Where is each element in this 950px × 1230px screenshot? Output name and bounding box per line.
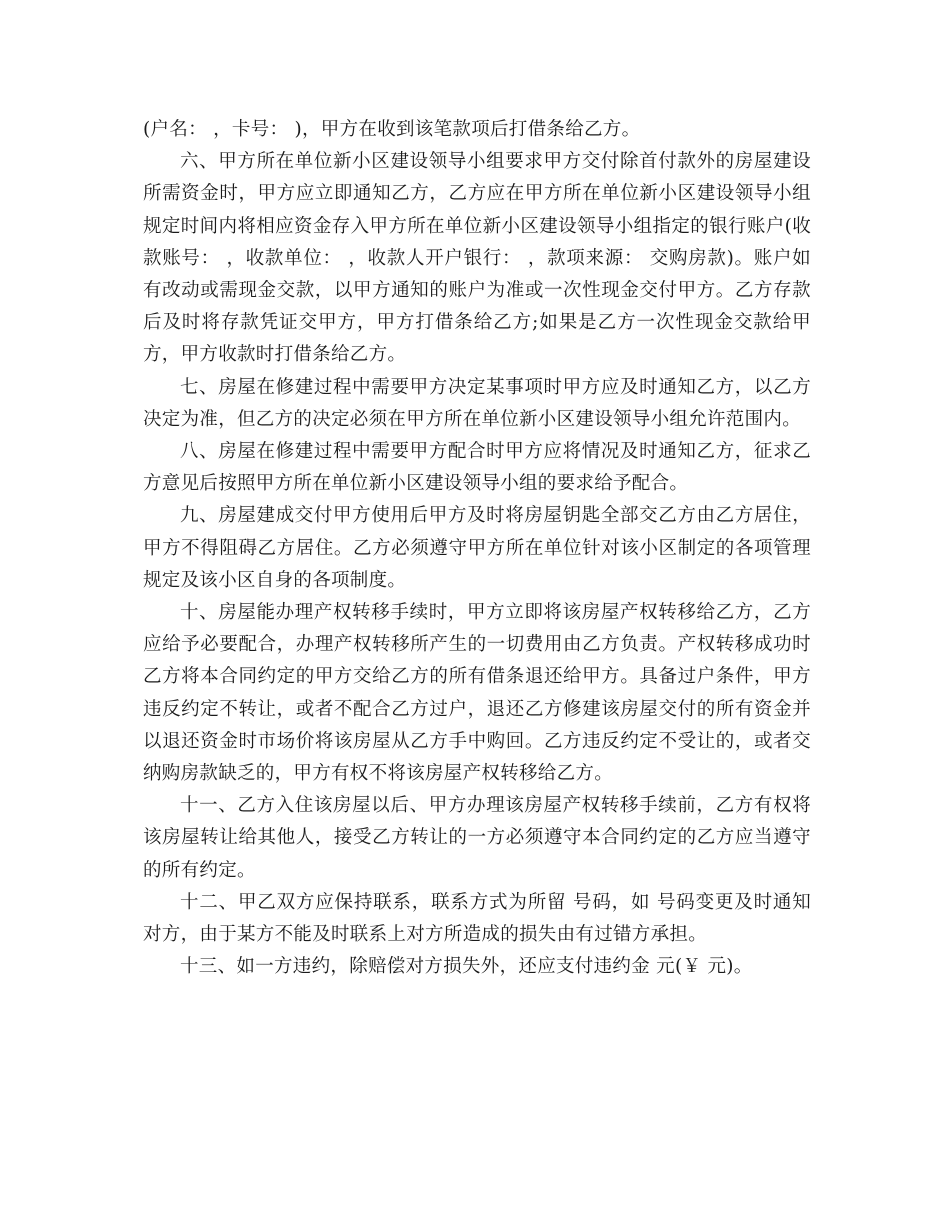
paragraph-clause-8: 八、房屋在修建过程中需要甲方配合时甲方应将情况及时通知乙方，征求乙方意见后按照甲方所在单位新小区建设领导小组的要求给予配合。 (143, 441, 811, 495)
paragraph-clause-13: 十三、如一方违约，除赔偿对方损失外，还应支付违约金 元(￥ 元)。 (180, 956, 753, 978)
paragraph-clause-7: 七、房屋在修建过程中需要甲方决定某事项时甲方应及时通知乙方，以乙方决定为准，但乙方的决定必须在甲方所在单位新小区建设领导小组允许范围内。 (143, 376, 811, 430)
paragraph-account-continuation: (户名： ，卡号： )，甲方在收到该笔款项后打借条给乙方。 (143, 119, 641, 140)
paragraph-clause-12: 十二、甲乙双方应保持联系，联系方式为所留 号码，如 号码变更及时通知对方，由于某方不能及时联系上对方所造成的损失由有过错方承担。 (143, 891, 811, 946)
document-body (143, 114, 811, 983)
paragraph-clause-10: 十、房屋能办理产权转移手续时，甲方立即将该房屋产权转移给乙方，乙方应给予必要配合，办理产权转移所产生的一切费用由乙方负责。产权转移成功时乙方将本合同约定的甲方交给乙方的所有借条退还给甲方。具备过户条件，甲方违反约定不转让，或者不配合乙方过户，退还乙方修建该房屋交付的所有资金并以退还资金时市场价将该房屋从乙方手中购回。乙方违反约定不受让的，或者交纳购房款缺乏的，甲方有权不将该房屋产权转移给乙方。 (143, 602, 811, 785)
paragraph-clause-9: 九、房屋建成交付甲方使用后甲方及时将房屋钥匙全部交乙方由乙方居住，甲方不得阻碍乙方居住。乙方必须遵守甲方所在单位针对该小区制定的各项管理规定及该小区自身的各项制度。 (143, 505, 811, 591)
paragraph-clause-11: 十一、乙方入住该房屋以后、甲方办理该房屋产权转移手续前，乙方有权将该房屋转让给其他人，接受乙方转让的一方必须遵守本合同约定的乙方应当遵守的所有约定。 (143, 795, 811, 881)
paragraph-clause-6: 六、甲方所在单位新小区建设领导小组要求甲方交付除首付款外的房屋建设所需资金时，甲方应立即通知乙方，乙方应在甲方所在单位新小区建设领导小组规定时间内将相应资金存入甲方所在单位新小区建设领导小组指定的银行账户(收款账号： ，收款单位： ，收款人开户银行： ，款项来源： 交购房款)。账户如有改动或需现金交款，以甲方通知的账户为准或一次性现金交付甲方。乙方存款后及时将存款凭证交甲方，甲方打借条给乙方;如果是乙方一次性现金交款给甲方，甲方收款时打借条给乙方。 (143, 151, 811, 366)
